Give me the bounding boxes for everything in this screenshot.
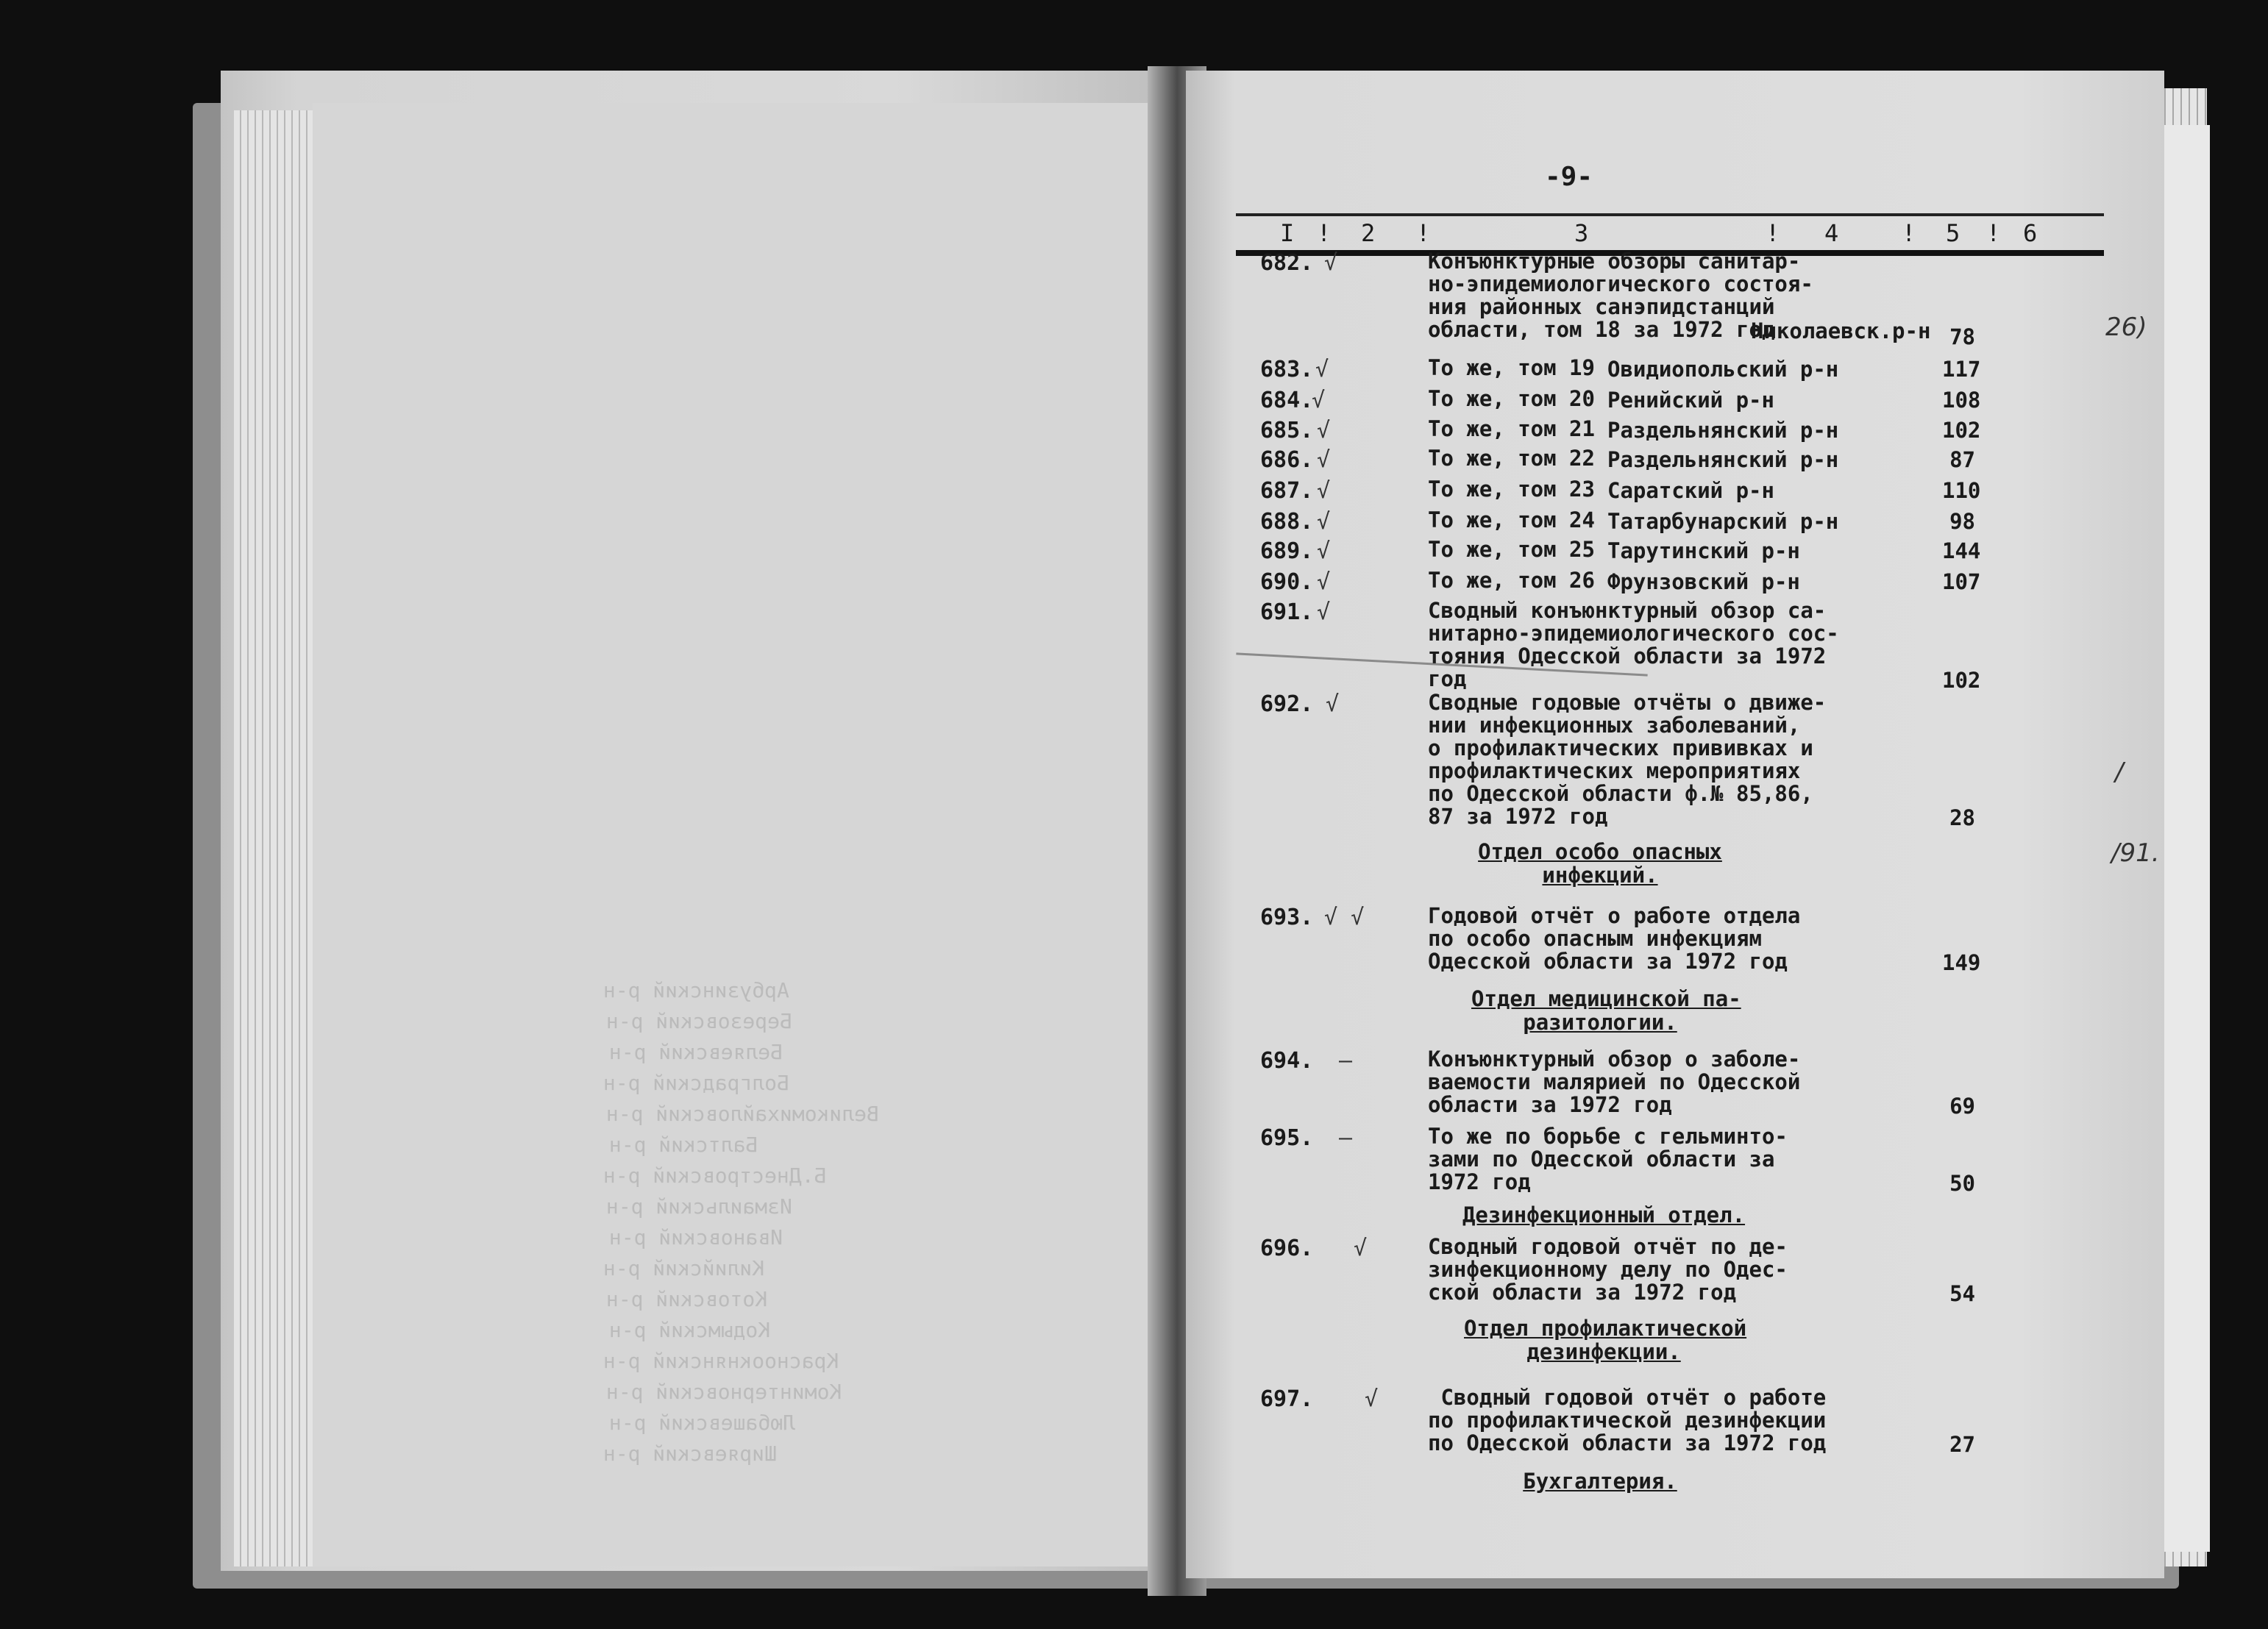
bleed-through-line: Б.Днестровский р-н	[603, 1163, 827, 1188]
header-sep: !	[1902, 219, 1916, 247]
entry-district: Овидиопольский р-н	[1607, 357, 1839, 382]
check-mark: √ √	[1324, 905, 1365, 930]
entry-sheet-count: 78	[1949, 324, 1975, 349]
bleed-through-line: Измаильский р-н	[606, 1194, 792, 1219]
entry-title-line: по Одесской области за 1972 год	[1428, 1430, 1827, 1455]
entry-number: 683.	[1260, 357, 1314, 382]
check-mark: √	[1317, 509, 1331, 535]
check-mark: √	[1317, 538, 1331, 564]
entry-sheet-count: 69	[1949, 1094, 1975, 1119]
entry-district: Фрунзовский р-н	[1607, 569, 1800, 594]
entry-sheet-count: 102	[1942, 418, 1981, 443]
header-sep: !	[1416, 219, 1431, 247]
entry-sheet-count: 110	[1942, 478, 1981, 503]
entry-title-line: То же, том 25	[1428, 537, 1595, 562]
bleed-through-line: Кодымский р-н	[609, 1318, 771, 1342]
bleed-through-line: Арбузинский р-н	[603, 978, 789, 1002]
entry-sheet-count: 98	[1949, 509, 1975, 534]
margin-note: 26)	[2105, 313, 2147, 342]
entry-number: 687.	[1260, 478, 1314, 504]
header-col-5: 5	[1946, 219, 1960, 247]
bleed-through-line: Коминтерновский р-н	[606, 1380, 842, 1404]
header-col-1: I	[1280, 219, 1295, 247]
bleed-through-line: Котовский р-н	[606, 1287, 768, 1311]
entry-title-line: Сводный конъюнктурный обзор са-	[1428, 598, 1827, 623]
entry-sheet-count: 102	[1942, 668, 1981, 693]
entry-title-line: но-эпидемиологического состоя-	[1428, 271, 1813, 296]
entry-number: 686.	[1260, 447, 1314, 473]
entry-number: 689.	[1260, 538, 1314, 564]
entry-number: 695.	[1260, 1125, 1314, 1151]
check-mark: —	[1339, 1048, 1353, 1074]
bleed-through-line: Балтский р-н	[609, 1133, 758, 1157]
entry-sheet-count: 149	[1942, 950, 1981, 975]
page-number: -9-	[1545, 162, 1593, 192]
bleed-through-line: Беляевский р-н	[609, 1040, 783, 1064]
section-heading: Бухгалтерия.	[1523, 1469, 1677, 1494]
entry-title-line: 87 за 1972 год	[1428, 804, 1608, 829]
entry-title-line: нии инфекционных заболеваний,	[1428, 713, 1801, 738]
entry-title-line: ваемости малярией по Одесской	[1428, 1069, 1801, 1094]
entry-title-line: области, том 18 за 1972 год	[1428, 317, 1775, 342]
entry-sheet-count: 144	[1942, 538, 1981, 563]
check-mark: √	[1317, 418, 1331, 443]
entry-title-line: профилактических мероприятиях	[1428, 758, 1801, 783]
entry-title-line: по Одесской области ф.№ 85,86,	[1428, 781, 1813, 806]
entry-title-line: То же, том 24	[1428, 507, 1595, 532]
entry-sheet-count: 108	[1942, 388, 1981, 413]
check-mark: √	[1312, 388, 1326, 413]
header-sep: !	[1986, 219, 2001, 247]
entry-title-line: зинфекционному делу по Одес-	[1428, 1257, 1788, 1282]
entry-title-line: Сводные годовые отчёты о движе-	[1428, 690, 1827, 715]
check-mark: √	[1326, 691, 1340, 717]
entry-number: 685.	[1260, 418, 1314, 443]
header-col-2: 2	[1361, 219, 1376, 247]
entry-title-line: год	[1428, 666, 1467, 691]
entry-sheet-count: 50	[1949, 1171, 1975, 1196]
check-mark: √	[1317, 599, 1331, 625]
entry-title-line: То же, том 23	[1428, 477, 1595, 502]
bleed-through-line: Березовский р-н	[606, 1009, 792, 1033]
check-mark: √	[1317, 447, 1331, 473]
entry-title-line: Одесской области за 1972 год	[1428, 949, 1788, 974]
left-page-surface	[313, 103, 1184, 1566]
margin-note: /91.	[2111, 838, 2160, 868]
entry-district: Николаевск.р-н	[1751, 318, 1931, 343]
bleed-through-line: Килийский р-н	[603, 1256, 765, 1280]
entry-title-line: Годовой отчёт о работе отдела	[1428, 903, 1801, 928]
margin-note: /	[2115, 758, 2124, 787]
section-heading: Отдел медицинской па- разитологии.	[1471, 986, 1741, 1035]
entry-title-line: То же, том 26	[1428, 568, 1595, 593]
entry-title-line: ской области за 1972 год	[1428, 1280, 1737, 1305]
entry-number: 692.	[1260, 691, 1314, 717]
entry-sheet-count: 28	[1949, 805, 1975, 830]
entry-title-line: 1972 год	[1428, 1169, 1531, 1194]
header-rule-top	[1236, 213, 2104, 216]
entry-district: Татарбунарский р-н	[1607, 509, 1839, 534]
section-heading: Дезинфекционный отдел.	[1462, 1202, 1746, 1227]
entry-district: Раздельнянский р-н	[1607, 447, 1839, 472]
entry-title-line: Конъюнктурный обзор о заболе-	[1428, 1047, 1801, 1072]
entry-title-line: о профилактических прививках и	[1428, 735, 1813, 760]
entry-district: Раздельнянский р-н	[1607, 418, 1839, 443]
entry-number: 688.	[1260, 509, 1314, 535]
entry-title-line: по профилактической дезинфекции	[1428, 1408, 1827, 1433]
entry-number: 697.	[1260, 1386, 1314, 1412]
check-mark: √	[1317, 478, 1331, 504]
header-col-4: 4	[1824, 219, 1839, 247]
entry-title-line: То же по борьбе с гельминто-	[1428, 1124, 1788, 1149]
entry-number: 693.	[1260, 905, 1314, 930]
entry-sheet-count: 27	[1949, 1432, 1975, 1457]
left-page-edges	[234, 110, 313, 1566]
entry-title-line: То же, том 21	[1428, 416, 1595, 441]
check-mark: √	[1324, 250, 1338, 276]
header-sep: !	[1766, 219, 1780, 247]
entry-title-line: зами по Одесской области за	[1428, 1147, 1775, 1172]
entry-title-line: области за 1972 год	[1428, 1092, 1672, 1117]
header-sep: !	[1317, 219, 1332, 247]
entry-title-line: То же, том 19	[1428, 355, 1595, 380]
check-mark: —	[1339, 1125, 1353, 1151]
entry-title-line: ния районных санэпидстанций	[1428, 294, 1775, 319]
entry-number: 694.	[1260, 1048, 1314, 1074]
entry-number: 684.	[1260, 388, 1314, 413]
entry-number: 696.	[1260, 1236, 1314, 1261]
entry-number: 682.	[1260, 250, 1314, 276]
header-col-3: 3	[1574, 219, 1589, 247]
entry-number: 690.	[1260, 569, 1314, 595]
entry-number: 691.	[1260, 599, 1314, 625]
entry-sheet-count: 107	[1942, 569, 1981, 594]
check-mark: √	[1317, 569, 1331, 595]
entry-title-line: по особо опасным инфекциям	[1428, 926, 1762, 951]
header-col-6: 6	[2023, 219, 2038, 247]
check-mark: √	[1365, 1386, 1379, 1412]
entry-title-line: Сводный годовой отчёт о работе	[1428, 1385, 1827, 1410]
section-heading: Отдел профилактической дезинфекции.	[1464, 1316, 1747, 1364]
entry-title-line: Сводный годовой отчёт по де-	[1428, 1234, 1788, 1259]
entry-district: Саратский р-н	[1607, 478, 1774, 503]
entry-sheet-count: 54	[1949, 1281, 1975, 1306]
entry-title-line: нитарно-эпидемиологического сос-	[1428, 621, 1839, 646]
entry-title-line: То же, том 20	[1428, 386, 1595, 411]
bleed-through-line: Красноокнянский р-н	[603, 1349, 839, 1373]
bleed-through-line: Любашевский р-н	[609, 1411, 795, 1435]
entry-sheet-count: 117	[1942, 357, 1981, 382]
check-mark: √	[1315, 357, 1329, 382]
entry-district: Тарутинский р-н	[1607, 538, 1800, 563]
entry-title-line: То же, том 22	[1428, 446, 1595, 471]
entry-sheet-count: 87	[1949, 447, 1975, 472]
check-mark: √	[1354, 1236, 1368, 1261]
section-heading: Отдел особо опасных инфекций.	[1478, 839, 1722, 888]
entry-title-line: Конъюнктурные обзоры санитар-	[1428, 249, 1801, 274]
entry-district: Ренийский р-н	[1607, 388, 1774, 413]
bleed-through-line: Болградский р-н	[603, 1071, 789, 1095]
bleed-through-line: Ивановский р-н	[609, 1225, 783, 1250]
bleed-through-line: Великомихайловский р-н	[606, 1102, 879, 1126]
bleed-through-line: Ширяевский р-н	[603, 1441, 778, 1466]
entry-title-line: тояния Одесской области за 1972	[1428, 644, 1827, 669]
